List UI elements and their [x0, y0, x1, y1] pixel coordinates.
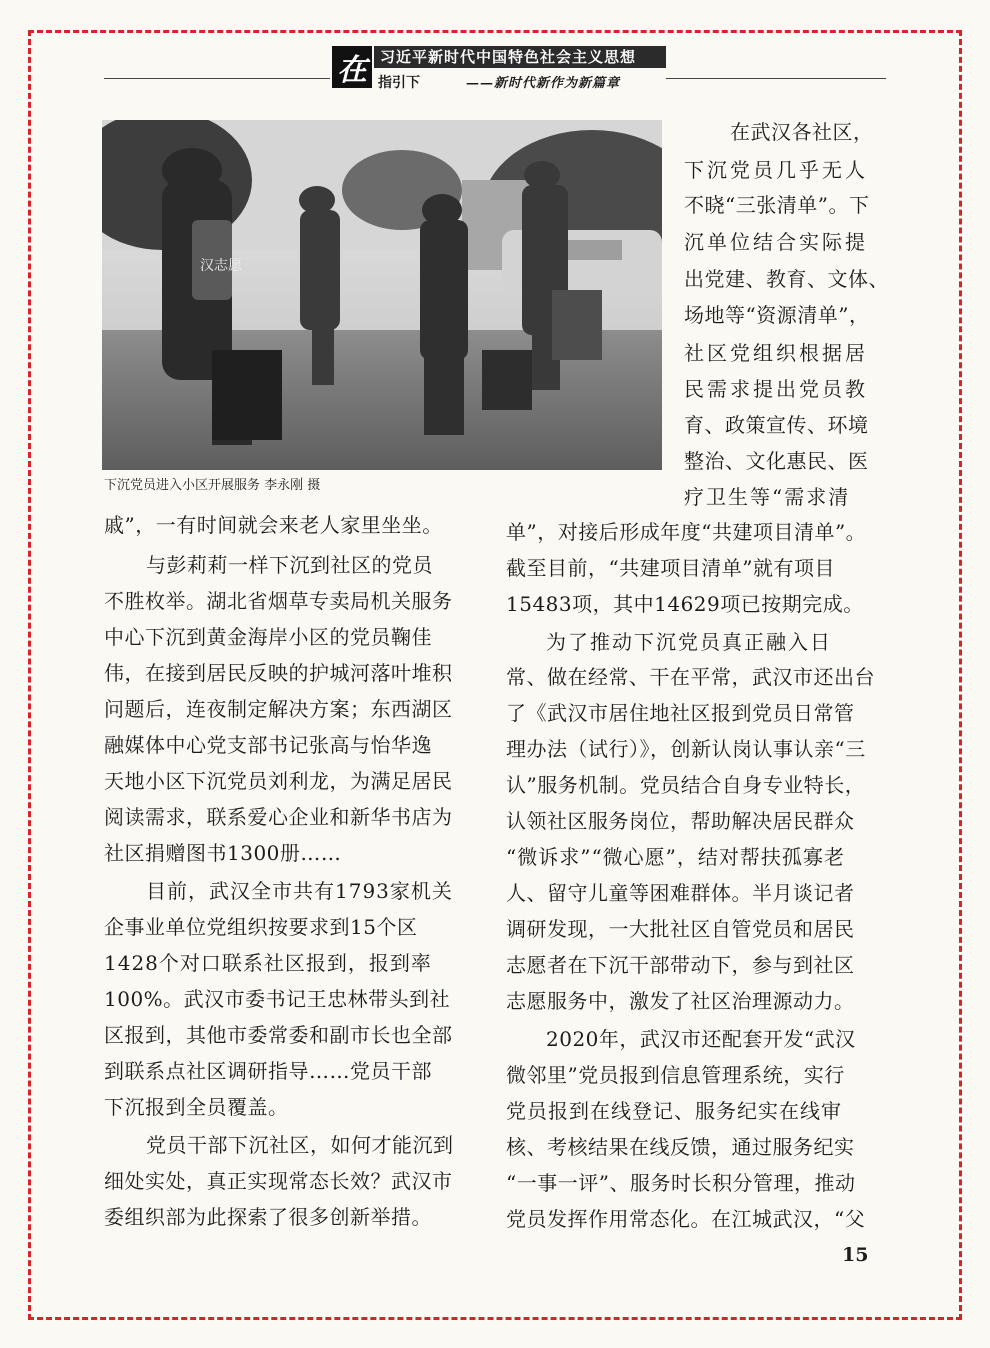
text-line: 2020年，武汉市还配套开发“武汉 [546, 1027, 856, 1051]
text-line: 15483项，其中14629项已按期完成。 [506, 592, 864, 616]
text-line: 单”，对接后形成年度“共建项目清单”。 [506, 520, 867, 544]
header-rule-right [666, 78, 886, 79]
text-line: 民需求提出党员教 [684, 377, 868, 401]
armband-label: 汉志愿 [200, 258, 242, 274]
text-line: 区报到，其他市委常委和副市长也全部 [104, 1023, 453, 1047]
text-line: 沉单位结合实际提 [684, 230, 868, 254]
text-line: 认”服务机制。党员结合自身专业特长， [506, 773, 866, 797]
text-line: 场地等“资源清单”， [684, 303, 870, 327]
text-line: 育、政策宣传、环境 [684, 413, 869, 437]
text-line: 委组织部为此探索了很多创新举措。 [104, 1205, 432, 1229]
photo-caption: 下沉党员进入小区开展服务 李永刚 摄 [104, 478, 321, 493]
text-line: 融媒体中心党支部书记张高与怡华逸 [104, 733, 432, 757]
header-subtitle-1: 指引下 [378, 75, 420, 91]
article-photo [102, 120, 662, 470]
text-line: 阅读需求，联系爱心企业和新华书店为 [104, 805, 453, 829]
text-line: 疗卫生等“需求清 [684, 485, 851, 509]
text-line: 不胜枚举。湖北省烟草专卖局机关服务 [104, 589, 453, 613]
text-line: 人、留守儿童等困难群体。半月谈记者 [506, 881, 855, 905]
text-line: 与彭莉莉一样下沉到社区的党员 [146, 553, 433, 577]
text-line: 了《武汉市居住地社区报到党员日常管 [506, 701, 855, 725]
photo-illustration [102, 120, 662, 470]
text-line: 在武汉各社区， [730, 120, 874, 144]
text-line: “微诉求”“微心愿”，结对帮扶孤寡老 [506, 845, 845, 869]
header-subtitle-2: ——新时代新作为新篇章 [466, 76, 621, 91]
text-line: 问题后，连夜制定解决方案；东西湖区 [104, 697, 453, 721]
text-line: 社区党组织根据居 [684, 341, 868, 365]
text-line: 出党建、教育、文体、 [684, 267, 889, 291]
text-line: 党员报到在线登记、服务纪实在线审 [506, 1099, 842, 1123]
text-line: 志愿者在下沉干部带动下，参与到社区 [506, 953, 855, 977]
text-line: 常、做在经常、干在平常，武汉市还出台 [506, 665, 875, 689]
text-line: 戚”，一有时间就会来老人家里坐坐。 [104, 513, 443, 537]
page-number: 15 [842, 1244, 869, 1266]
text-line: 党员干部下沉社区，如何才能沉到 [146, 1133, 454, 1157]
text-line: 党员发挥作用常态化。在江城武汉，“父 [506, 1207, 866, 1231]
text-line: 为了推动下沉党员真正融入日 [546, 630, 832, 654]
header-badge: 在 [332, 46, 372, 88]
text-line: 下沉报到全员覆盖。 [104, 1095, 289, 1119]
text-line: 理办法（试行）》，创新认岗认事认亲“三 [506, 737, 866, 761]
text-line: 截至目前，“共建项目清单”就有项目 [506, 556, 835, 580]
text-line: 企事业单位党组织按要求到15个区 [104, 915, 418, 939]
text-line: 整治、文化惠民、医 [684, 449, 869, 473]
text-line: 100%。武汉市委书记王忠林带头到社 [104, 987, 451, 1011]
text-line: “一事一评”、服务时长积分管理，推动 [506, 1171, 856, 1195]
text-line: 伟，在接到居民反映的护城河落叶堆积 [104, 661, 453, 685]
text-line: 微邻里”党员报到信息管理系统，实行 [506, 1063, 845, 1087]
text-line: 核、考核结果在线反馈，通过服务纪实 [506, 1135, 855, 1159]
text-line: 细处实处，真正实现常态长效？武汉市 [104, 1169, 453, 1193]
text-line: 到联系点社区调研指导……党员干部 [104, 1059, 432, 1083]
text-line: 下沉党员几乎无人 [684, 158, 868, 182]
text-line: 目前，武汉全市共有1793家机关 [146, 879, 453, 903]
text-line: 不晓“三张清单”。下 [684, 193, 870, 217]
header-rule-left [104, 78, 330, 79]
text-line: 认领社区服务岗位，帮助解决居民群众 [506, 809, 855, 833]
header-title: 习近平新时代中国特色社会主义思想 [374, 46, 666, 68]
text-line: 调研发现，一大批社区自管党员和居民 [506, 917, 855, 941]
text-line: 1428个对口联系社区报到，报到率 [104, 951, 432, 975]
text-line: 天地小区下沉党员刘利龙，为满足居民 [104, 769, 453, 793]
text-line: 中心下沉到黄金海岸小区的党员鞠佳 [104, 625, 432, 649]
text-line: 志愿服务中，激发了社区治理源动力。 [506, 989, 855, 1013]
text-line: 社区捐赠图书1300册…… [104, 841, 342, 865]
